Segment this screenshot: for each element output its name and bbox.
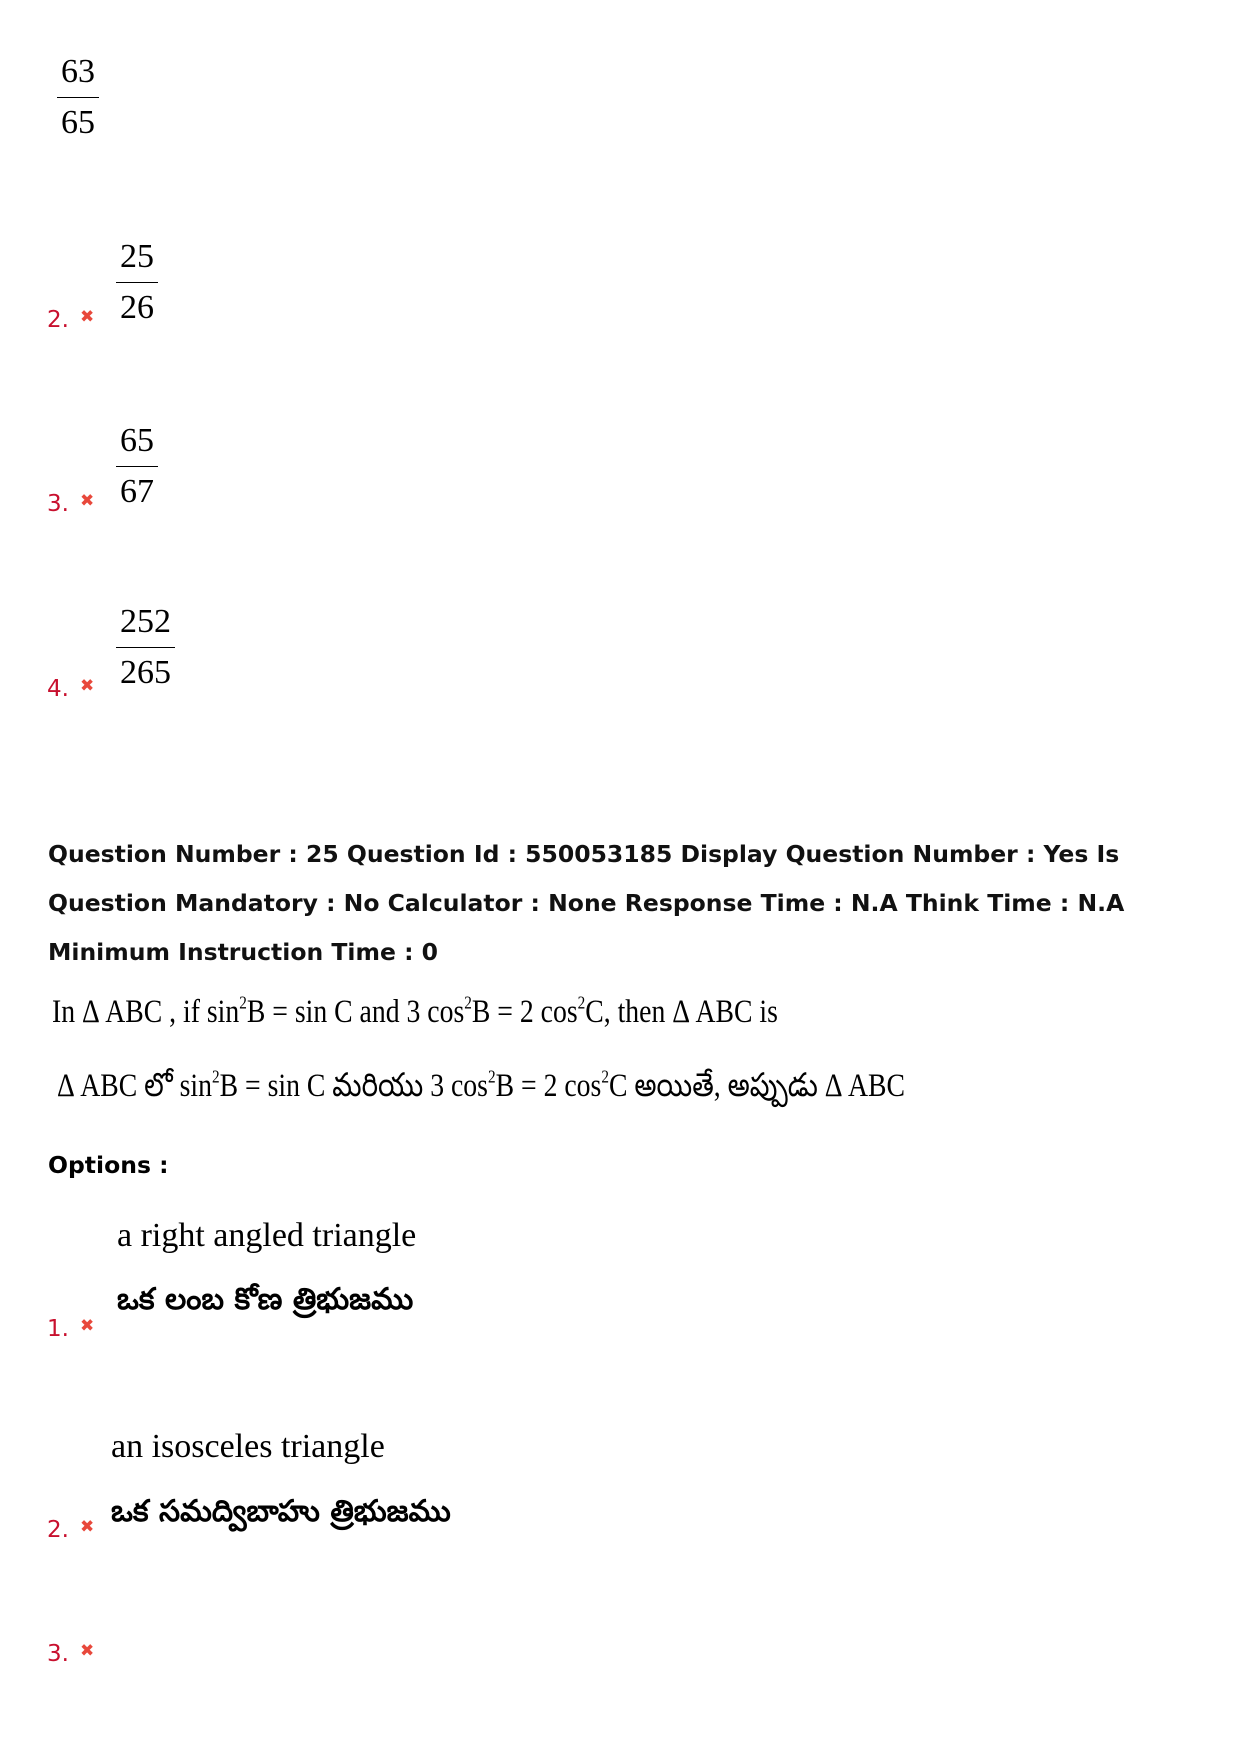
wrong-answer-icon: ✖ [80, 1316, 95, 1336]
text-part: B = sin C and 3 cos [246, 994, 465, 1030]
numerator: 25 [116, 240, 158, 283]
text-part: C, then Δ ABC is [585, 994, 778, 1030]
options-label: Options : [48, 1151, 169, 1179]
text-part: B = 2 cos [471, 994, 578, 1030]
text-part: C అయితే, అప్పుడు Δ ABC [608, 1068, 906, 1104]
prev-option-4-number: 4. [47, 676, 69, 702]
prev-option-2-number: 2. [47, 307, 69, 333]
question-metadata: Question Number : 25 Question Id : 550053185 Display Question Number : Yes Is Question Mandatory : No Calculator : None Response Time : N.A Think Time : N.A Minimum Instruction Time : 0 [48, 840, 1125, 966]
superscript: 2 [239, 992, 247, 1013]
numerator: 63 [57, 55, 99, 98]
option-2-english: an isosceles triangle [111, 1428, 385, 1465]
prev-option-3-number: 3. [47, 491, 69, 517]
superscript: 2 [577, 992, 586, 1013]
superscript: 2 [464, 992, 472, 1013]
option-2-telugu: ఒక సమద్విబాహు త్రిభుజము [111, 1494, 451, 1529]
question-text-telugu [57, 1066, 906, 1104]
wrong-answer-icon: ✖ [80, 676, 95, 696]
question-text-english [52, 992, 778, 1030]
wrong-answer-icon: ✖ [80, 307, 95, 327]
text-part: In Δ ABC , if sin [52, 994, 240, 1030]
option-2-number: 2. [47, 1517, 69, 1543]
denominator: 26 [120, 289, 154, 326]
prev-option-4-fraction [116, 605, 175, 690]
option-3-number: 3. [47, 1641, 69, 1667]
denominator: 65 [61, 104, 95, 141]
option-1-telugu: ఒక లంబ కోణ త్రిభుజము [117, 1282, 414, 1317]
prev-option-3-fraction [116, 424, 158, 509]
numerator: 65 [116, 424, 158, 467]
numerator: 252 [116, 605, 175, 648]
text-part: B = sin C మరియు 3 cos [219, 1068, 488, 1104]
option-1-english: a right angled triangle [117, 1217, 417, 1254]
denominator: 67 [120, 473, 154, 510]
wrong-answer-icon: ✖ [80, 1517, 95, 1537]
denominator: 265 [120, 654, 171, 691]
superscript: 2 [487, 1066, 496, 1087]
superscript: 2 [601, 1066, 609, 1087]
text-part: B = 2 cos [495, 1068, 602, 1104]
text-part: Δ ABC లో sin [57, 1068, 212, 1104]
prev-option-2-fraction [116, 240, 158, 325]
prev-option-1-fraction [57, 55, 99, 140]
superscript: 2 [211, 1066, 220, 1087]
wrong-answer-icon: ✖ [80, 1641, 95, 1661]
option-1-number: 1. [47, 1316, 69, 1342]
wrong-answer-icon: ✖ [80, 491, 95, 511]
